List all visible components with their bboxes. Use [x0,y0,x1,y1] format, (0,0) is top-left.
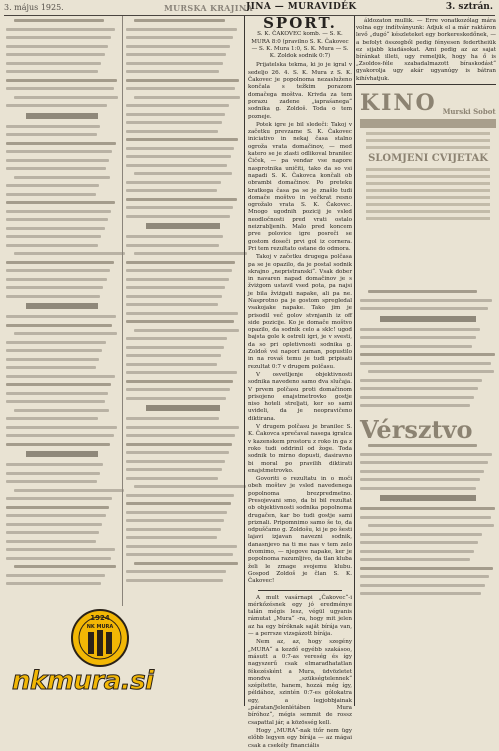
faint-text-line [6,193,96,196]
header-date: 3. május 1925. [4,3,64,12]
faint-text-line [6,497,112,500]
faint-text-line [6,104,107,107]
faint-text-line [6,582,101,585]
faint-text-line [6,286,103,289]
sport-heading: SPORT. [263,14,337,32]
faint-text-line [6,87,114,90]
ad-subtitle: Murski Sobot [442,107,496,116]
sport-article [248,14,352,751]
faint-text-line [6,400,105,403]
faint-text-line [126,371,237,374]
faint-text-line [360,336,476,339]
faint-text-line [360,307,488,310]
faint-text-line [6,70,98,73]
faint-text-line [126,53,226,56]
faint-text-line [126,198,237,201]
faint-headline [26,451,98,457]
faint-text-line [360,541,478,544]
faint-text-line [6,392,108,395]
article-paragraph: Govoriti o rezultatu in o moči obeh moštev je vsled navedenega popolnoma brezpredmetno. Presojevani smo, da bi bil rezultat ob objektivnosti sodnika popolnoma drugačen, kar bo tudi gostje sami priznali. Pripomnimo samo še to, da odpuščamo g. Zoldošu, ki je po šesti lajavi izjavan navezni sodnik, danasnjevo na ti me nas v tem zelo dvomimo, — njegove napake, ker je popolnoma razumljivo, da tlan kluba želi le zmage svojemu klubu. Gospod Zoldoš je član S. K. Čakovec! [248,476,352,585]
faint-text-line [134,96,240,99]
faint-text-line [126,181,221,184]
faint-text-line [6,514,106,517]
faint-text-line [6,278,107,281]
faint-text-line [6,261,114,264]
article-paragraph: Takoj v začetku drugega polčasa pa se je opazilo, da je postal sodnik skrajno „nepristranski“. Vsak dober in navaren napad domačinov je s žviżgom ustavil vsed pota, pa najsi je bila žviżgati napake, ali pa ne. Nasprotno pa je gostom spregledal vsakojake napake. Tako jim je prisodil več golov stvnjanih iz off side pozicije. Ko je domače moštvo opazilo, da sodnik celo a sklc! ugod bajsta gole k ostreli igri, je v svesti, da so pri opletivnosti sodnika g. Zoldoš vsi napori zaman, popustilo in na rovaš temu je tudi pripisati rezultat 0:7 v drugem polčasu. [248,254,352,370]
club-logo [8,608,208,704]
column-rule [122,16,123,606]
faint-text-line [6,218,108,221]
faint-text-line [126,206,233,209]
faint-text-line [134,562,238,565]
ad-headline: Vérsztvo [360,415,473,444]
faint-text-line [134,329,239,332]
faint-text-line [126,519,224,522]
faint-text-line [126,397,226,400]
faint-text-line [6,150,112,153]
faint-text-line [126,45,230,48]
faint-text-line [6,184,99,187]
faint-text-line [6,210,111,213]
faint-text-line [6,383,111,386]
faint-text-line [6,557,111,560]
faint-text-line [360,404,470,407]
faint-text-line [126,426,239,429]
faint-text-line [6,574,105,577]
faint-text-line [126,337,227,340]
faint-text-line [6,295,100,298]
faint-text-line [14,332,117,335]
faint-headline [26,303,98,309]
advertisement-kino [360,90,496,224]
faint-text-line [6,45,108,48]
faint-text-line [6,201,115,204]
faint-text-line [6,142,116,145]
header-page-number: 3. sztrán. [445,2,493,12]
faint-text-line [6,28,115,31]
column-rule [354,16,355,706]
faint-text-line [126,528,221,531]
faint-text-line [6,480,97,483]
faint-text-line [6,540,96,543]
faint-text-line [126,36,233,39]
faint-text-line [360,507,495,510]
faint-text-line [126,138,238,141]
faint-text-line [126,147,234,150]
faint-text-line [360,362,491,365]
faint-text-line [126,511,227,514]
faint-text-line [360,567,493,570]
faint-text-line [360,387,478,390]
faint-text-line [6,235,101,238]
faint-text-line [126,130,218,133]
badge-year: 1924 [90,614,110,622]
faint-text-line [126,164,227,167]
continued-article [356,18,496,84]
faint-text-line [14,96,118,99]
faint-column-middle [126,19,240,587]
faint-text-line [6,375,115,378]
faint-text-line [360,396,474,399]
faint-text-line [6,463,103,466]
faint-headline [146,223,220,229]
faint-text-line [360,353,495,356]
faint-text-line [6,159,109,162]
faint-text-line [6,53,105,56]
faint-text-line [126,545,237,548]
article-paragraph: Potek igre je bil sledeči: Takoj v začetku prevzame S. K. Čakovec iniciativo in nekaj časa stalno ogroža vrata domačinov, — med katero se je zlasti odlikoval branilec Čiček, — pa vendar vse napore nasprotnika uničiti, tako da so vsi napadi S. K. Čakovca končali ob obrambi domačinov. Po preteku kratkega časa pa se je znašlo tudi domače moštvo in večkrat resno ogrožalo vrata S. K. Čakovec. Mnogo ugodnih pozicij je vsled neodločnosti pred vrati ostalo neizrabljenih. Malo pred koncem prve polovice igre posreči se gostom doseči prvi gol iz cornera. Pri tem rezultato ostane do odmora. [248,121,352,252]
faint-text-line [126,346,224,349]
faint-text-line [6,548,115,551]
faint-text-line [360,584,485,587]
page-header [4,2,495,16]
faint-text-line [360,461,488,464]
advertisement-market [360,290,496,601]
faint-text-line [360,453,492,456]
faint-text-line [6,324,112,327]
faint-text-line [6,133,97,136]
faint-text-line [126,278,229,281]
faint-text-line [126,451,229,454]
article-paragraph: V osvetljenje objektivnosti sodnika navedeno samo dva slučaja. V prvem polčasu proti domačinom prisojeno enajstmetrovko gostje niso hoteli streljati, ker so sami uvideli, da je neopravičeno diktirana. [248,371,352,422]
ad-headline: SLOMJENI CVIJETAK [368,153,488,164]
faint-text-line [360,487,476,490]
faint-text-line [6,227,105,230]
faint-text-line [126,286,225,289]
faint-text-line [6,531,99,534]
faint-text-line [6,167,106,170]
site-name: nkmura.si [12,666,154,696]
faint-text-line [368,444,477,447]
faint-text-line [126,494,234,497]
faint-text-line [360,533,482,536]
article-divider [258,590,342,591]
faint-text-line [368,290,477,293]
faint-text-line [126,79,239,82]
faint-text-line [360,328,480,331]
faint-text-line [134,19,225,22]
faint-text-line [126,570,226,573]
faint-text-line [126,354,221,357]
faint-text-line [126,434,235,437]
header-paper-name: JINA — MURAVIDÉK [246,2,357,12]
faint-text-line [6,417,98,420]
faint-text-line [126,261,235,264]
faint-text-line [126,70,219,73]
score-line: S. K. ČAKOVEC komb. — S. K. MURA 8:0 (pravilno S. K. Čakovec — S. K. Mura 1:0, S. K. Mura — S. K. Zoldok sodnik 0:7) [251,31,349,60]
faint-text-line [126,536,217,539]
badge-text: NK MURA [86,624,114,630]
faint-text-line [6,434,114,437]
ad-title: KINO [360,90,437,116]
faint-text-line [6,79,117,82]
faint-text-line [14,19,104,22]
faint-text-line [126,62,223,65]
faint-text-line [126,121,222,124]
faint-text-line [6,506,109,509]
faint-text-line [126,460,225,463]
faint-text-line [360,592,481,595]
column-rule [244,16,245,706]
faint-text-line [126,443,232,446]
article-paragraph: áldozaton mullik. — Erre vonatkozólag mára volna egy indítványunk: Adjuk el a már raktáron levő „dugó“ készleteket egy borkereskedőnek, — a befolyt összegből pedig fényesen federtheiük ez sijabb kiadásokat. Ami pedig az az sajat bíránkat illeti, ugy remeljük, hogy ha ő is „Zsoldos-féle szabadalmazott bíraskodást“ gyakorolja ugy akár ugyanúgy is bátran kihívhatjuk. [356,18,496,82]
faint-text-line [6,443,110,446]
faint-text-line [14,565,116,568]
faint-text-line [126,579,223,582]
faint-text-line [360,478,480,481]
faint-text-line [126,28,237,31]
faint-text-line [134,172,232,175]
faint-text-line [126,235,223,238]
faint-text-line [126,295,222,298]
article-paragraph: Nem az, az, hogy szegény „MURA“ a kezdő egyébb szakásoo, másutt a 0:7-as vereség és így nagyszerű csak elmaradhatatlan fékezésként a Mura, üdvözletet mondva „szükségtelennek“ szépítette, hanem, hozzá még így, példához, szintén 0:7-es gólokatra egy, a legjobbjainak „páratan/Jelenlétáben Mura bíróhoz“, mégis semmit de rossz csapattal jár, a közösség kell. [248,639,352,726]
faint-text-line [14,489,124,492]
faint-text-line [360,470,484,473]
faint-text-line [6,523,102,526]
faint-text-line [6,349,102,352]
faint-text-line [126,417,219,420]
faint-text-line [360,516,491,519]
faint-text-line [126,269,232,272]
faint-text-line [14,409,109,412]
faint-text-line [126,477,218,480]
faint-text-line [360,345,472,348]
article-paragraph: A mult vasárnapi „Čakovec“-i mérkőzésnek egy jó eredménye talán mégis lesz, végül ugyanis rámutat „Mura“ -ra, hogy mit jelen az ha egy bíróknak saját bírája van, — a perrsze vizsgázott bírája. [248,594,352,638]
faint-text-line [126,244,219,247]
header-paper-name-faint: MURSKA KRAJINA [164,3,253,13]
faint-text-line [134,485,246,488]
faint-text-line [6,426,117,429]
faint-text-line [368,370,494,373]
faint-text-line [126,155,231,158]
faint-text-line [6,62,101,65]
faint-text-line [360,575,489,578]
faint-text-line [6,472,100,475]
faint-headline [146,405,220,411]
faint-text-line [6,36,111,39]
faint-headline [26,113,98,119]
faint-text-line [126,87,235,90]
faint-text-line [126,468,222,471]
article-divider [356,84,496,85]
faint-text-line [368,524,494,527]
faint-text-line [360,299,492,302]
faint-text-line [6,366,96,369]
faint-text-line [126,113,225,116]
faint-text-line [134,252,247,255]
faint-text-line [126,189,217,192]
faint-text-line [126,363,217,366]
faint-text-line [360,558,470,561]
faint-text-line [126,380,233,383]
article-paragraph: V drugem polčasu je branilec S. K. Čakovca sprečaval nasega igralca v kazenskem prostoru z roko in ga z roko tudi oddrinil od žoge. Toda sodnik to mirno dopusti, dasiravno bi moral po pravilih diktirati enajstmetrovko. [248,424,352,474]
faint-headline [380,495,476,501]
faint-text-line [126,320,234,323]
faint-text-line [126,312,238,315]
faint-text-line [6,358,99,361]
faint-headline [380,316,476,322]
faint-text-line [6,315,116,318]
article-paragraph: Hogy „MURA“-nak ttőr nem ügy előbb legyen egy bírája — az mágai csak a csekély financiális [248,727,352,749]
faint-text-line [126,303,218,306]
faint-text-line [360,379,482,382]
faint-text-line [126,215,230,218]
faint-text-line [360,550,474,553]
faint-text-line [14,176,110,179]
faint-text-line [6,244,98,247]
club-badge-icon [70,608,130,668]
article-paragraph: Prijatelska tekma, ki jo je igral v sedeljo 26. 4. S. K. Mura z S. K. Čakovec je popolnoma nezasluženo končala s težkim porazom domačega moštva. Krivda za tem porazu zadene „iapraśanega“ sodnika g. Zoldoš. Toda o tem pozneje. [248,62,352,120]
faint-text-line [6,125,100,128]
faint-column-left [6,19,118,591]
faint-text-line [14,252,125,255]
faint-text-line [6,269,110,272]
faint-text-line [126,104,229,107]
faint-text-line [126,553,233,556]
faint-text-line [126,502,231,505]
faint-text-line [126,388,230,391]
faint-text-line [6,341,106,344]
